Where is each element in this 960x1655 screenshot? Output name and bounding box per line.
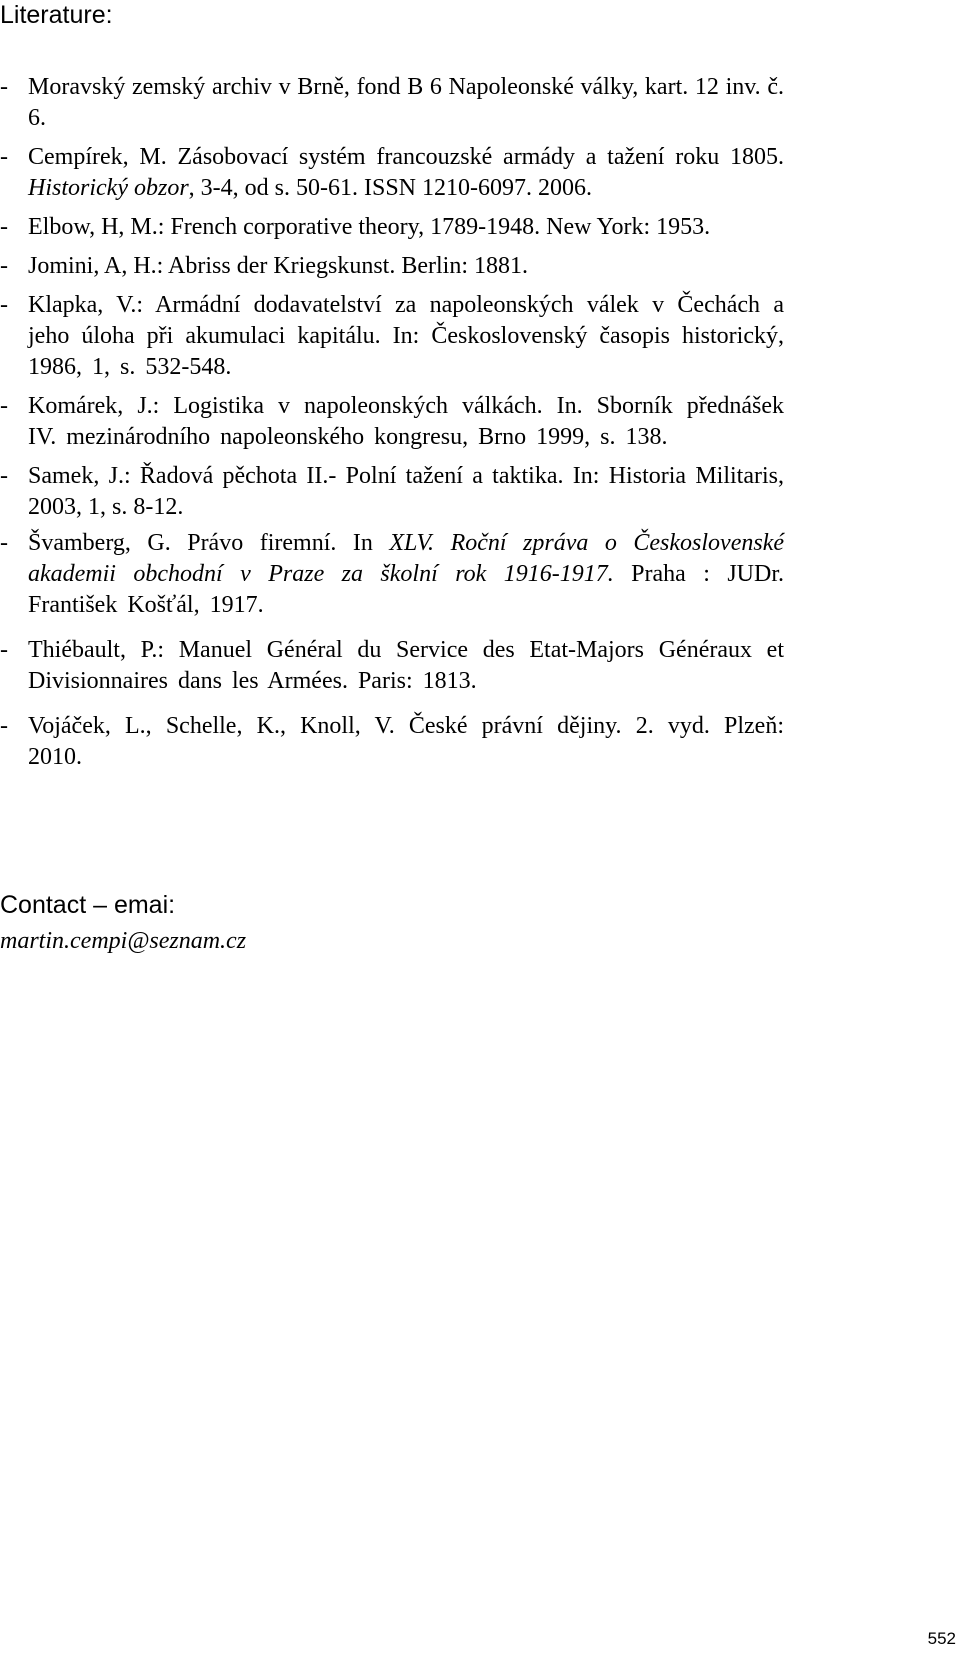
list-dash: - [0,463,8,489]
reference-text: Cempírek, M. Zásobovací systém francouzské armády a tažení roku 1805. [28,144,784,170]
reference-item [0,212,784,243]
reference-text: Elbow, H, M.: French corporative theory, 1789-1948. New York: 1953. [28,214,711,240]
list-dash: - [0,713,8,739]
reference-item [0,711,784,773]
reference-italic-title: XLV. Roční zpráva o Československé akademii obchodní v Praze za školní rok 1916-1917. [28,530,785,587]
contact-email[interactable]: martin.cempi@seznam.cz [0,928,247,954]
list-dash: - [0,74,8,100]
reference-text-tail: , 3-4, od s. 50-61. ISSN 1210-6097. 2006. [188,175,592,201]
list-dash: - [0,214,8,240]
reference-text: Jomini, A, H.: Abriss der Kriegskunst. Berlin: 1881. [28,253,528,279]
list-dash: - [0,253,8,279]
reference-text: Klapka, V.: Armádní dodavatelství za napoleonských válek v Čechách a jeho úloha při akumulaci kapitálu. In: Československý časopis historický, 1986, 1, s. 532-548. [28,292,784,380]
list-dash: - [0,393,8,419]
reference-item [0,72,784,134]
list-dash: - [0,637,8,663]
reference-item [0,142,784,204]
reference-item [0,635,784,697]
reference-item [0,391,784,453]
reference-text-tail: Praha : JUDr. František Košťál, 1917. [28,561,784,618]
reference-item [0,528,784,621]
reference-item [0,251,784,282]
list-dash: - [0,530,8,556]
reference-text: Moravský zemský archiv v Brně, fond B 6 Napoleonské války, kart. 12 inv. č. 6. [28,74,784,131]
page-number: 552 [927,1629,956,1648]
reference-text: Samek, J.: Řadová pěchota II.- Polní tažení a taktika. In: Historia Militaris, 2003, 1, s. 8-12. [28,463,784,520]
reference-text: Komárek, J.: Logistika v napoleonských válkách. In. Sborník přednášek IV. mezinárodního napoleonského kongresu, Brno 1999, s. 138. [28,393,784,450]
list-dash: - [0,292,8,318]
contact-heading: Contact – emai: [0,891,176,919]
reference-text: Vojáček, L., Schelle, K., Knoll, V. České právní dějiny. 2. vyd. Plzeň: 2010. [28,713,784,770]
reference-item [0,290,784,383]
literature-heading: Literature: [0,1,113,29]
reference-list [0,72,784,781]
reference-text: Thiébault, P.: Manuel Général du Service des Etat-Majors Généraux et Divisionnaires dans les Armées. Paris: 1813. [28,637,784,694]
reference-italic-title: Historický obzor [28,175,189,201]
reference-text: Švamberg, G. Právo firemní. In [28,530,390,556]
reference-item [0,461,784,523]
list-dash: - [0,144,8,170]
